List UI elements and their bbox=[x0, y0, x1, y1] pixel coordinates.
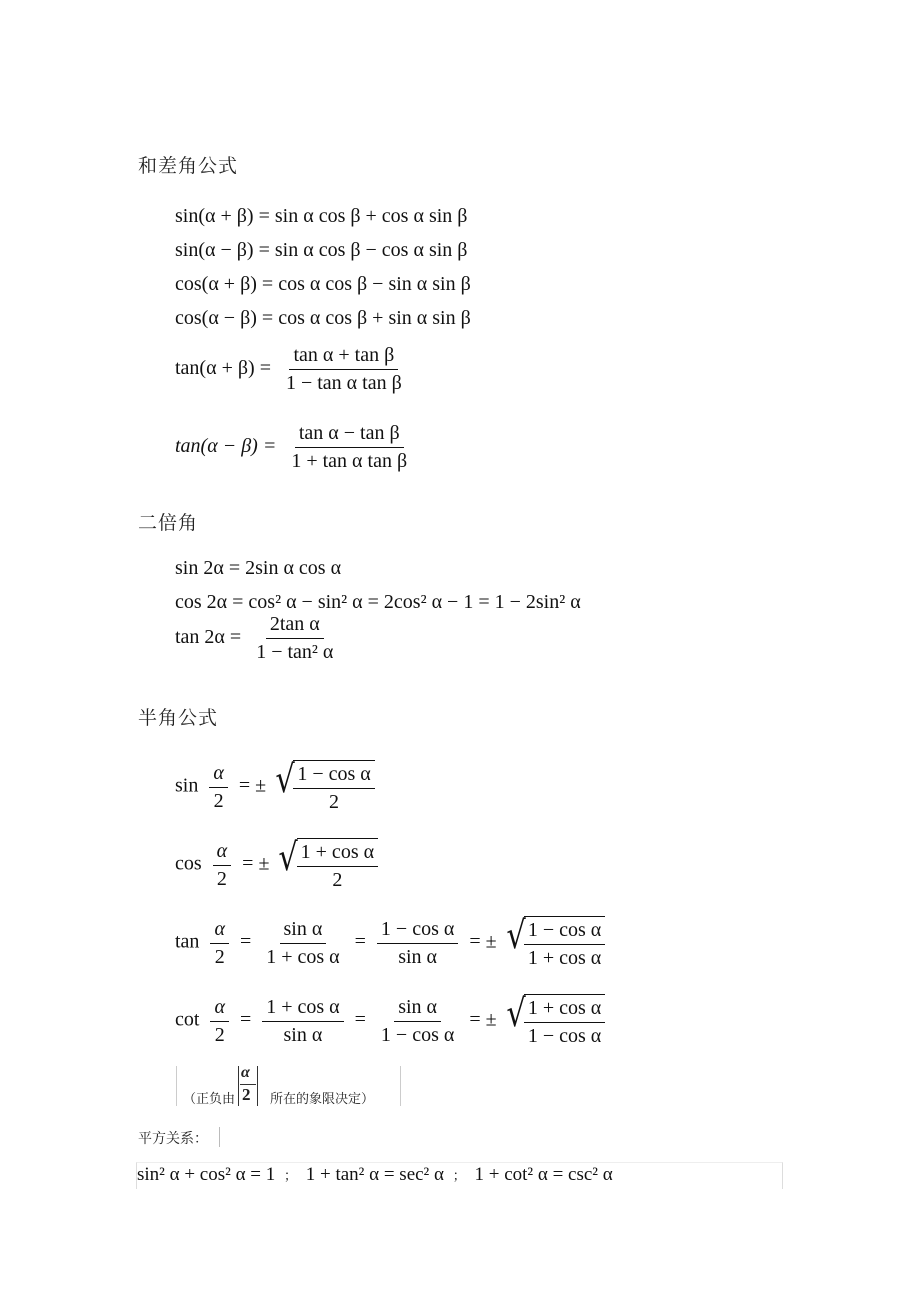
tan-double-lhs: tan 2α = bbox=[175, 626, 242, 649]
heading-half-angle: 半角公式 bbox=[138, 707, 219, 729]
tan-half-fraction-1 bbox=[262, 918, 343, 969]
sqrt-symbol: √ bbox=[506, 913, 526, 957]
cot-half-alpha: α bbox=[210, 996, 229, 1022]
formula-cos-diff: cos(α − β) = cos α cos β + sin α sin β bbox=[175, 307, 471, 329]
separator-1: ； bbox=[283, 1168, 297, 1183]
formula-cos-half bbox=[175, 835, 378, 892]
tan-half-eq2: = bbox=[354, 930, 366, 953]
cot-half-eq3: = bbox=[469, 1008, 481, 1031]
tan-sum-lhs: tan(α + β) = bbox=[175, 357, 271, 380]
cos-half-angle bbox=[213, 840, 232, 891]
tan-double-denominator: 1 − tan² α bbox=[256, 641, 334, 663]
cot-half-radicand bbox=[524, 997, 605, 1048]
cot-half-fraction-1 bbox=[262, 996, 343, 1047]
formula-tan-diff bbox=[175, 422, 417, 473]
cot-half-radicand-num: 1 + cos α bbox=[524, 997, 605, 1023]
cos-half-eq: = bbox=[242, 852, 254, 875]
cos-half-radicand bbox=[297, 841, 378, 892]
tan-diff-numerator: tan α − tan β bbox=[295, 422, 404, 448]
formula-sin-diff: sin(α − β) = sin α cos β − cos α sin β bbox=[175, 239, 468, 261]
tan-half-radicand-num: 1 − cos α bbox=[524, 919, 605, 945]
cos-half-alpha: α bbox=[213, 840, 232, 866]
separator-2: ； bbox=[452, 1168, 466, 1183]
cot-half-f1-num: 1 + cos α bbox=[262, 996, 343, 1022]
cot-half-angle bbox=[210, 996, 229, 1047]
tan-half-two: 2 bbox=[214, 945, 225, 968]
sqrt-symbol: √ bbox=[278, 835, 299, 879]
tan-half-fraction-2 bbox=[377, 918, 458, 969]
sin-half-sqrt bbox=[273, 757, 375, 814]
tan-half-f1-den: 1 + cos α bbox=[266, 945, 340, 968]
cos-half-radicand-den: 2 bbox=[332, 869, 343, 891]
heading-square-relation: 平方关系： bbox=[138, 1131, 208, 1147]
cos-half-lhs: cos bbox=[175, 852, 202, 875]
sin-half-lhs: sin bbox=[175, 774, 199, 797]
tan-diff-lhs: tan(α − β) = bbox=[175, 435, 277, 458]
tan-half-eq1: = bbox=[239, 930, 252, 953]
tan-half-pm: ± bbox=[485, 930, 497, 953]
tan-sum-numerator: tan α + tan β bbox=[289, 344, 398, 370]
cot-half-radicand-den: 1 − cos α bbox=[527, 1025, 602, 1047]
sin-half-alpha: α bbox=[209, 762, 228, 788]
tan-double-fraction bbox=[252, 613, 337, 664]
cot-half-fraction-2 bbox=[377, 996, 458, 1047]
sin-half-pm: ± bbox=[255, 774, 267, 797]
cot-half-pm: ± bbox=[485, 1008, 497, 1031]
sign-note-alpha: α bbox=[241, 1064, 250, 1081]
tan-sum-denominator: 1 − tan α tan β bbox=[285, 372, 402, 394]
cos-half-sqrt bbox=[276, 835, 378, 892]
formula-tan-half bbox=[175, 913, 605, 970]
tan-double-numerator: 2tan α bbox=[266, 613, 324, 639]
formula-tan-double bbox=[175, 613, 343, 664]
sign-note-right: 所在的象限决定） bbox=[270, 1092, 375, 1107]
tan-diff-denominator: 1 + tan α tan β bbox=[291, 450, 408, 472]
sin-half-two: 2 bbox=[213, 789, 224, 812]
tan-half-radicand-den: 1 + cos α bbox=[527, 947, 602, 969]
formula-sin-sum: sin(α + β) = sin α cos β + cos α sin β bbox=[175, 205, 468, 227]
tan-half-f2-num: 1 − cos α bbox=[377, 918, 458, 944]
tan-sum-fraction bbox=[282, 344, 406, 395]
formula-cot-half bbox=[175, 991, 605, 1048]
formula-cos-sum: cos(α + β) = cos α cos β − sin α sin β bbox=[175, 273, 471, 295]
cot-csc-identity: 1 + cot² α = csc² α bbox=[474, 1164, 613, 1185]
cot-half-eq2: = bbox=[354, 1008, 366, 1031]
tan-half-eq3: = bbox=[469, 930, 481, 953]
formula-sin-double: sin 2α = 2sin α cos α bbox=[175, 557, 342, 579]
tan-half-f2-den: sin α bbox=[398, 945, 438, 968]
cos-half-two: 2 bbox=[216, 867, 227, 890]
sin-half-eq: = bbox=[238, 774, 251, 797]
sign-note-two: 2 bbox=[242, 1085, 251, 1104]
tan-sec-identity: 1 + tan² α = sec² α bbox=[305, 1164, 444, 1185]
pythagorean-identity: sin² α + cos² α = 1 bbox=[137, 1164, 276, 1185]
tan-diff-fraction bbox=[287, 422, 411, 473]
formula-sin-half bbox=[175, 757, 375, 814]
cot-half-two: 2 bbox=[214, 1023, 225, 1046]
sin-half-radicand bbox=[293, 763, 374, 814]
cos-half-pm: ± bbox=[258, 852, 270, 875]
cot-half-sqrt bbox=[504, 991, 606, 1048]
heading-double-angle: 二倍角 bbox=[138, 512, 199, 534]
cot-half-lhs: cot bbox=[175, 1008, 200, 1031]
tan-half-f1-num: sin α bbox=[280, 918, 327, 944]
formula-tan-sum bbox=[175, 344, 412, 395]
sqrt-symbol: √ bbox=[506, 991, 526, 1035]
tan-half-angle bbox=[210, 918, 229, 969]
tan-half-lhs: tan bbox=[175, 930, 200, 953]
sqrt-symbol: √ bbox=[275, 757, 295, 801]
tan-half-alpha: α bbox=[210, 918, 229, 944]
sin-half-radicand-num: 1 − cos α bbox=[293, 763, 374, 789]
cot-half-f2-num: sin α bbox=[394, 996, 441, 1022]
tan-half-sqrt bbox=[504, 913, 606, 970]
cot-half-eq1: = bbox=[239, 1008, 252, 1031]
formula-cos-double: cos 2α = cos² α − sin² α = 2cos² α − 1 = 1 − 2sin² α bbox=[175, 591, 581, 613]
cot-half-f1-den: sin α bbox=[283, 1023, 323, 1046]
heading-sum-difference: 和差角公式 bbox=[138, 155, 239, 177]
formula-square-relations bbox=[137, 1164, 613, 1186]
cos-half-radicand-num: 1 + cos α bbox=[297, 841, 378, 867]
sin-half-angle bbox=[209, 762, 228, 813]
cot-half-f2-den: 1 − cos α bbox=[380, 1023, 455, 1046]
sign-note-left: （正负由 bbox=[183, 1092, 236, 1107]
tan-half-radicand bbox=[524, 919, 605, 970]
sin-half-radicand-den: 2 bbox=[329, 791, 340, 813]
